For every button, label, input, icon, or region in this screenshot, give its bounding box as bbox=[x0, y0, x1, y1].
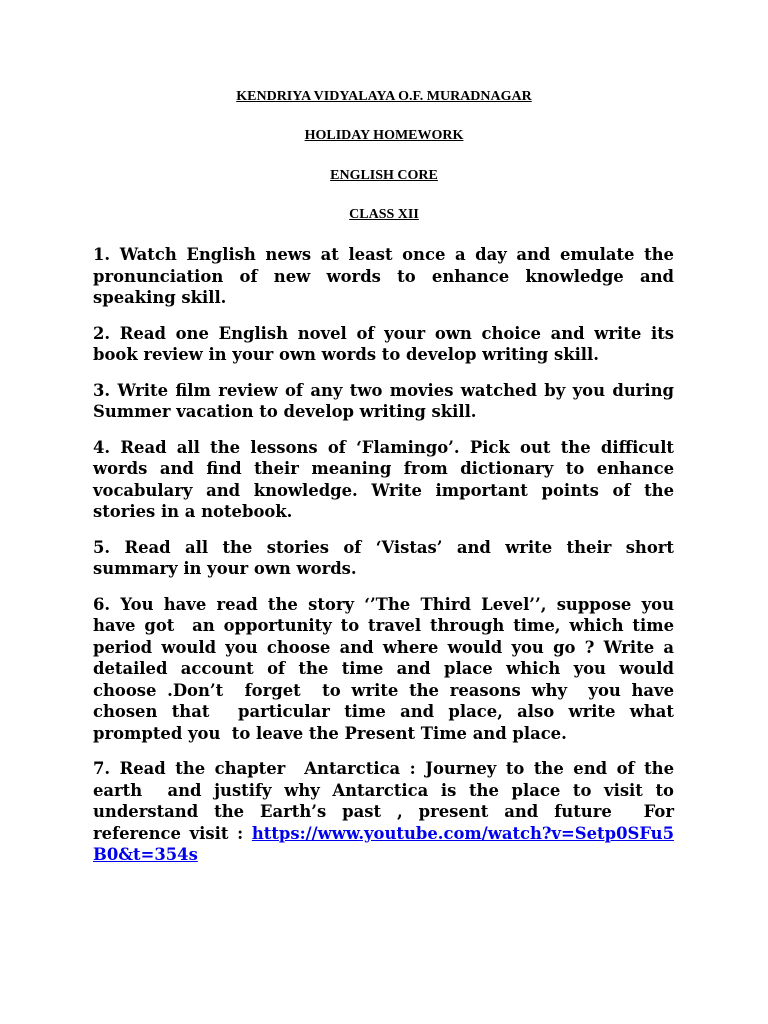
homework-item-6: 6. You have read the story ‘’The Third Level’’, suppose you have got an opportunity to travel through time, which time period would you choose and where would you go ? Write a detailed account of the time and place which you would choose .Don’t forget to write the reasons why you have chosen that particular time and place, also write what prompted you to leave the Present Time and place. bbox=[93, 594, 686, 743]
homework-item-1: 1. Watch English news at least once a day and emulate the pronunciation of new words to enhance knowledge and speaking skill. bbox=[93, 245, 680, 307]
homework-item-7-text: 7. Read the chapter Antarctica : Journey to the end of the earth and justify why Antarctica is the place to visit to understand the Earth’s past , present and future For reference visit : bbox=[93, 759, 680, 843]
homework-item-4: 4. Read all the lessons of ‘Flamingo’. Pick out the difficult words and find their meaning from dictionary to enhance vocabulary and knowledge. Write important points of the stories in a notebook. bbox=[93, 437, 680, 521]
youtube-reference-link[interactable]: https://www.youtube.com/watch?v=Setp0SFu5B0&t=354s bbox=[93, 823, 674, 864]
homework-list bbox=[93, 244, 686, 866]
homework-item-2: 2. Read one English novel of your own choice and write its book review in your own words to develop writing skill. bbox=[93, 323, 680, 364]
school-name: KENDRIYA VIDYALAYA O.F. MURADNAGAR bbox=[236, 89, 532, 104]
document-title: HOLIDAY HOMEWORK bbox=[304, 128, 464, 143]
homework-item-5: 5. Read all the stories of ‘Vistas’ and write their short summary in your own words. bbox=[93, 537, 680, 578]
class-heading: CLASS XII bbox=[349, 207, 419, 222]
homework-item-7 bbox=[93, 758, 680, 866]
subject-heading: ENGLISH CORE bbox=[330, 168, 438, 183]
homework-item-3: 3. Write film review of any two movies watched by you during Summer vacation to develop writing skill. bbox=[93, 380, 680, 421]
